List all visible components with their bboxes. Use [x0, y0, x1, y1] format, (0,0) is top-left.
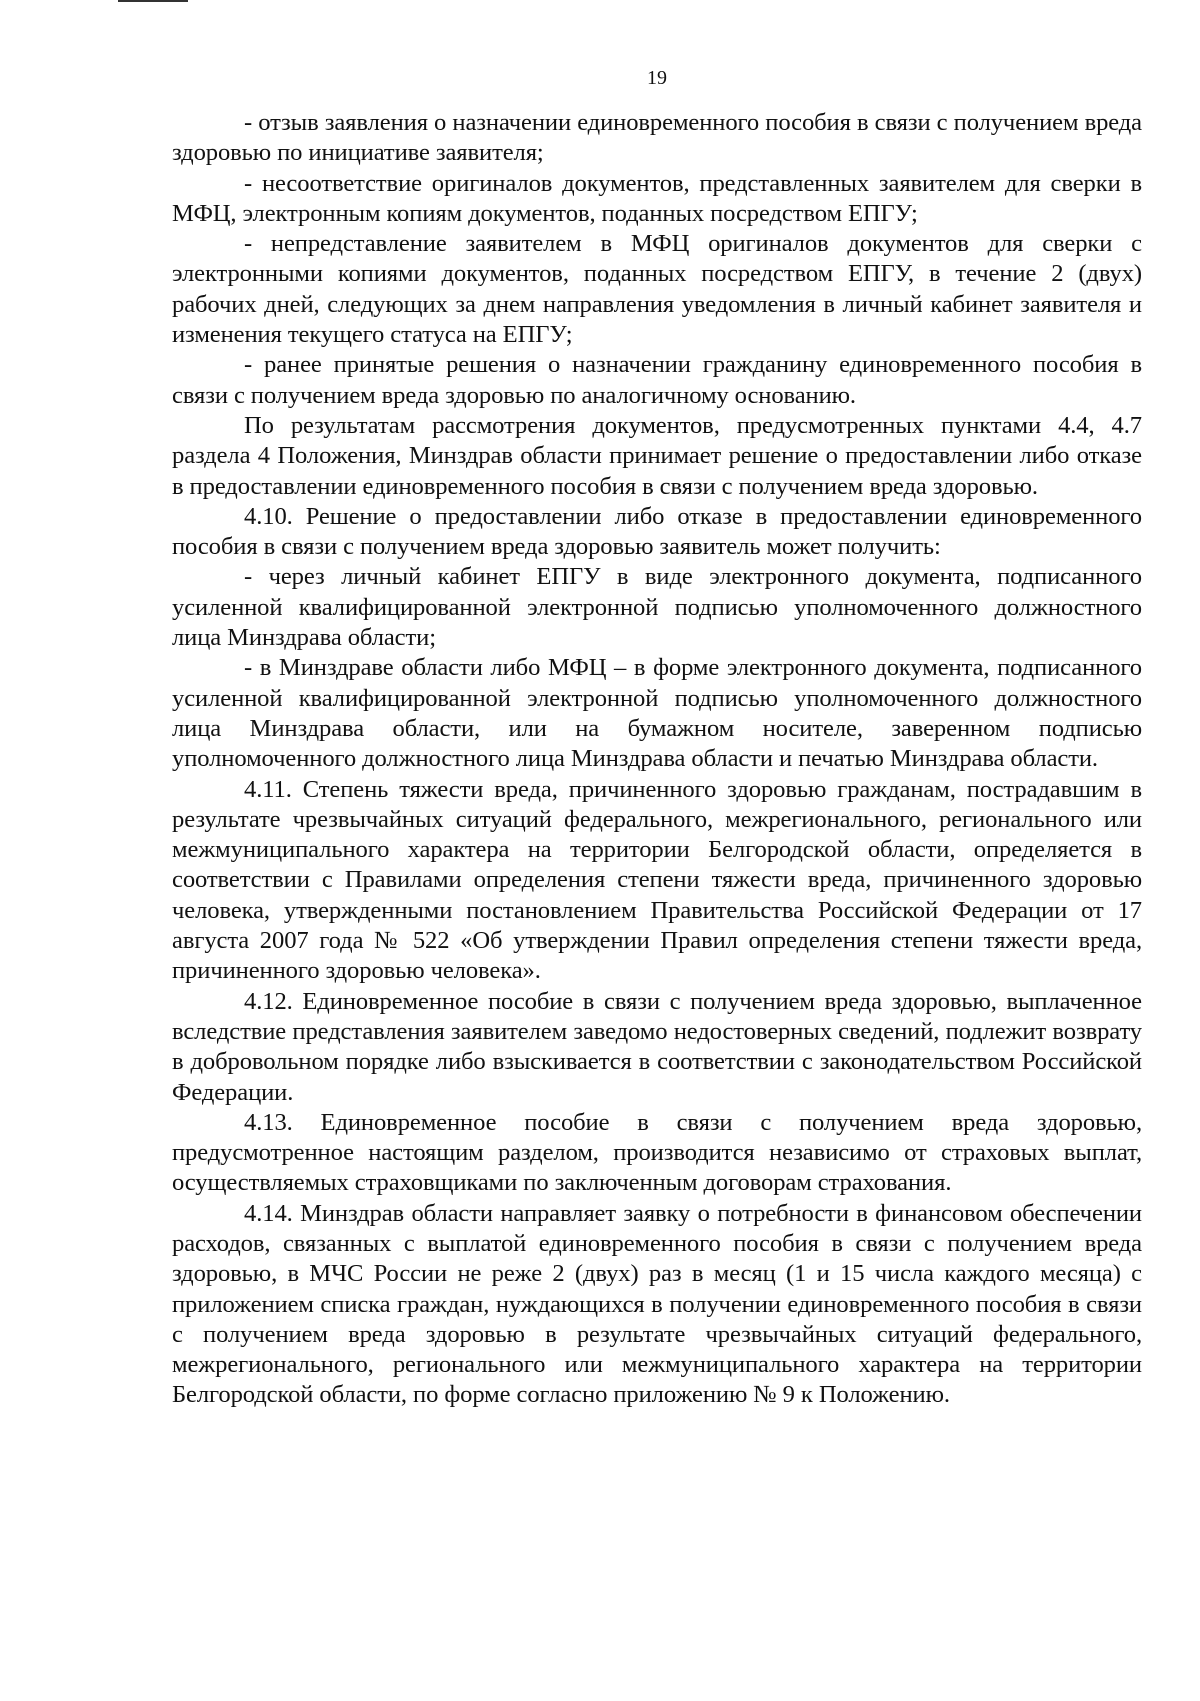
- paragraph: - отзыв заявления о назначении единовременного пособия в связи с получением вреда здоровью по инициативе заявителя;: [172, 109, 1142, 167]
- paragraph: 4.12. Единовременное пособие в связи с получением вреда здоровью, выплаченное вследствие представления заявителем заведомо недостоверных сведений, подлежит возврату в добровольном порядке либо взыскивается в соответствии с законодательством Российской Федерации.: [172, 987, 1142, 1106]
- paragraph: По результатам рассмотрения документов, предусмотренных пунктами 4.4, 4.7 раздела 4 Положения, Минздрав области принимает решение о предоставлении либо отказе в предоставлении единовременного пособия в связи с получением вреда здоровью.: [172, 411, 1142, 500]
- paragraph: - непредставление заявителем в МФЦ оригиналов документов для сверки с электронными копиями документов, поданных посредством ЕПГУ, в течение 2 (двух) рабочих дней, следующих за днем направления уведомления в личный кабинет заявителя и изменения текущего статуса на ЕПГУ;: [172, 230, 1142, 349]
- paragraph: 4.14. Минздрав области направляет заявку о потребности в финансовом обеспечении расходов, связанных с выплатой единовременного пособия в связи с получением вреда здоровью, в МЧС России не реже 2 (двух) раз в месяц (1 и 15 числа каждого месяца) с приложением списка граждан, нуждающихся в получении единовременного пособия в связи с получением вреда здоровью в результате чрезвычайных ситуаций федерального, межрегионального, регионального или межмуниципального характера на территории Белгородской области, по форме согласно приложению № 9 к Положению.: [172, 1199, 1142, 1409]
- paragraph: - ранее принятые решения о назначении гражданину единовременного пособия в связи с получением вреда здоровью по аналогичному основанию.: [172, 351, 1142, 409]
- paragraph: 4.13. Единовременное пособие в связи с получением вреда здоровью, предусмотренное настоящим разделом, производится независимо от страховых выплат, осуществляемых страховщиками по заключенным договорам страхования.: [172, 1108, 1142, 1197]
- page-number: 19: [647, 67, 667, 89]
- paragraph: - в Минздраве области либо МФЦ – в форме электронного документа, подписанного усиленной квалифицированной электронной подписью уполномоченного должностного лица Минздрава области, или на бумажном носителе, заверенном подписью уполномоченного должностного лица Минздрава области и печатью Минздрава области.: [172, 654, 1142, 773]
- paragraph: - через личный кабинет ЕПГУ в виде электронного документа, подписанного усиленной квалифицированной электронной подписью уполномоченного должностного лица Минздрава области;: [172, 563, 1142, 652]
- paragraph: - несоответствие оригиналов документов, представленных заявителем для сверки в МФЦ, электронным копиям документов, поданных посредством ЕПГУ;: [172, 169, 1142, 227]
- paragraph: 4.11. Степень тяжести вреда, причиненного здоровью гражданам, пострадавшим в результате чрезвычайных ситуаций федерального, межрегионального, регионального или межмуниципального характера на территории Белгородской области, определяется в соответствии с Правилами определения степени тяжести вреда, причиненного здоровью человека, утвержденными постановлением Правительства Российской Федерации от 17 августа 2007 года № 522 «Об утверждении Правил определения степени тяжести вреда, причиненного здоровью человека».: [172, 775, 1142, 985]
- paragraph: 4.10. Решение о предоставлении либо отказе в предоставлении единовременного пособия в связи с получением вреда здоровью заявитель может получить:: [172, 502, 1142, 561]
